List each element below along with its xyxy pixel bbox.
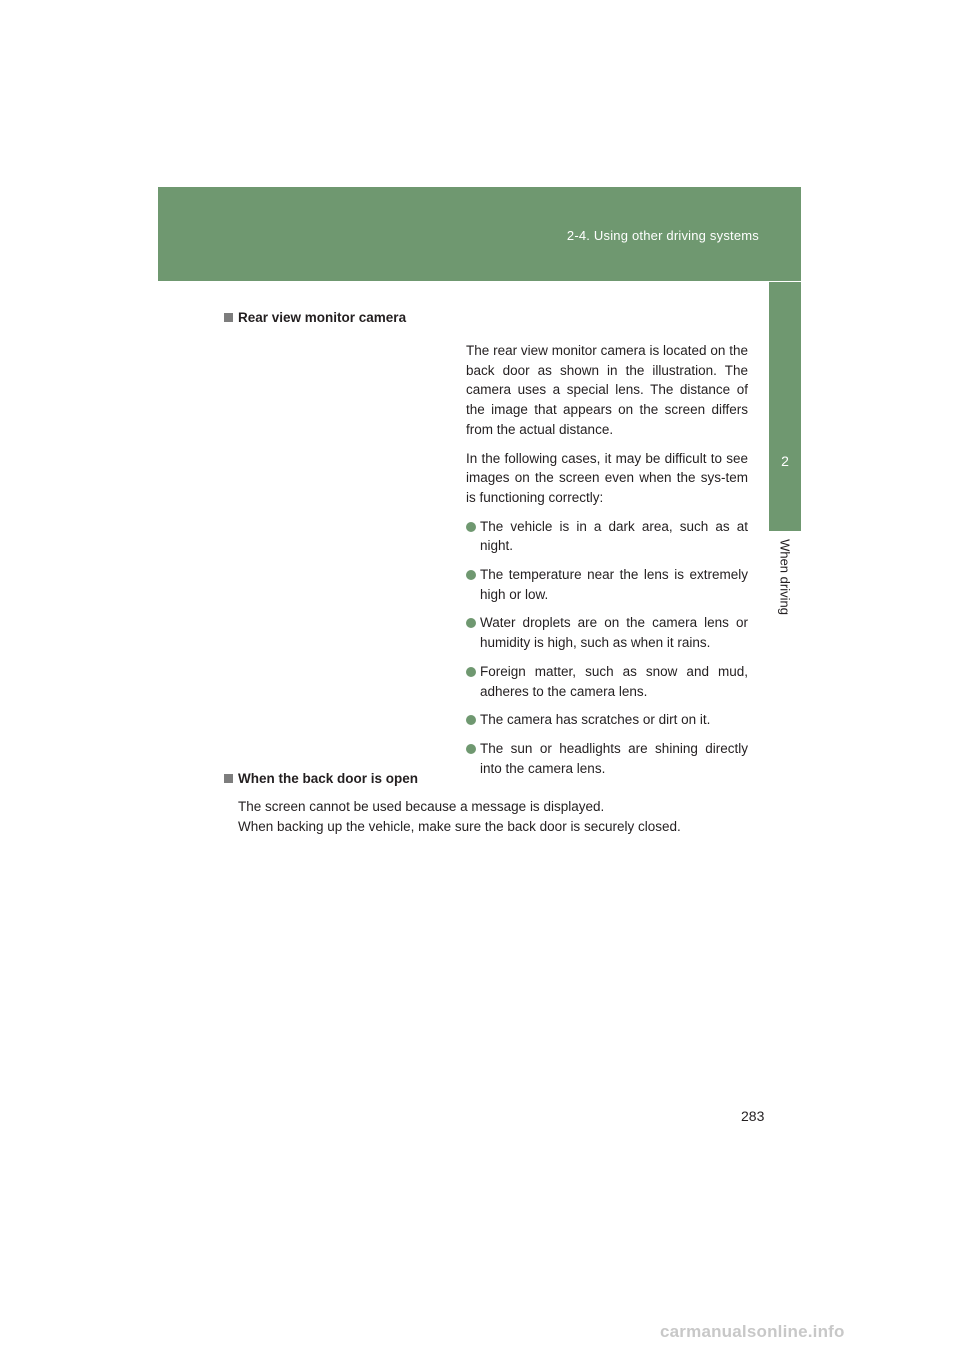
body-line: The screen cannot be used because a message is displayed. xyxy=(238,799,605,814)
paragraph: The rear view monitor camera is located on the back door as shown in the illustration. The camera uses a special lens. The distance of the image that appears on the screen differs from the actual distance. xyxy=(466,343,748,437)
square-bullet-icon xyxy=(224,774,233,783)
section-heading-rear-camera xyxy=(224,310,406,325)
bullet-dot-icon xyxy=(466,570,476,580)
watermark: carmanualsonline.info xyxy=(660,1322,845,1341)
chapter-tab xyxy=(769,281,801,531)
square-bullet-icon xyxy=(224,313,233,322)
heading-text: When the back door is open xyxy=(238,771,419,786)
header-band xyxy=(158,187,801,281)
list-item: Water droplets are on the camera lens or humidity is high, such as when it rains. xyxy=(466,613,748,652)
body-line: When backing up the vehicle, make sure the back door is securely closed. xyxy=(238,819,681,834)
tab-divider xyxy=(769,281,801,282)
list-item: The temperature near the lens is extremely high or low. xyxy=(466,565,748,604)
bullet-dot-icon xyxy=(466,715,476,725)
camera-description-column xyxy=(466,341,748,787)
bullet-dot-icon xyxy=(466,522,476,532)
bullet-dot-icon xyxy=(466,618,476,628)
bullet-dot-icon xyxy=(466,667,476,677)
chapter-number: 2 xyxy=(781,453,789,469)
condition-list xyxy=(466,517,748,779)
list-item: Foreign matter, such as snow and mud, adheres to the camera lens. xyxy=(466,662,748,701)
bullet-dot-icon xyxy=(466,744,476,754)
list-item: The vehicle is in a dark area, such as at night. xyxy=(466,517,748,556)
chapter-label: When driving xyxy=(777,539,793,615)
page-number: 283 xyxy=(741,1108,765,1124)
heading-text: Rear view monitor camera xyxy=(238,310,407,325)
section-title: 2-4. Using other driving systems xyxy=(566,228,759,243)
list-item: The sun or headlights are shining directly into the camera lens. xyxy=(466,739,748,778)
section-heading-back-door xyxy=(224,771,418,786)
paragraph: In the following cases, it may be difficult to see images on the screen even when the sys-tem is functioning correctly: xyxy=(466,450,748,505)
back-door-text xyxy=(238,797,681,837)
list-item: The camera has scratches or dirt on it. xyxy=(466,710,748,730)
